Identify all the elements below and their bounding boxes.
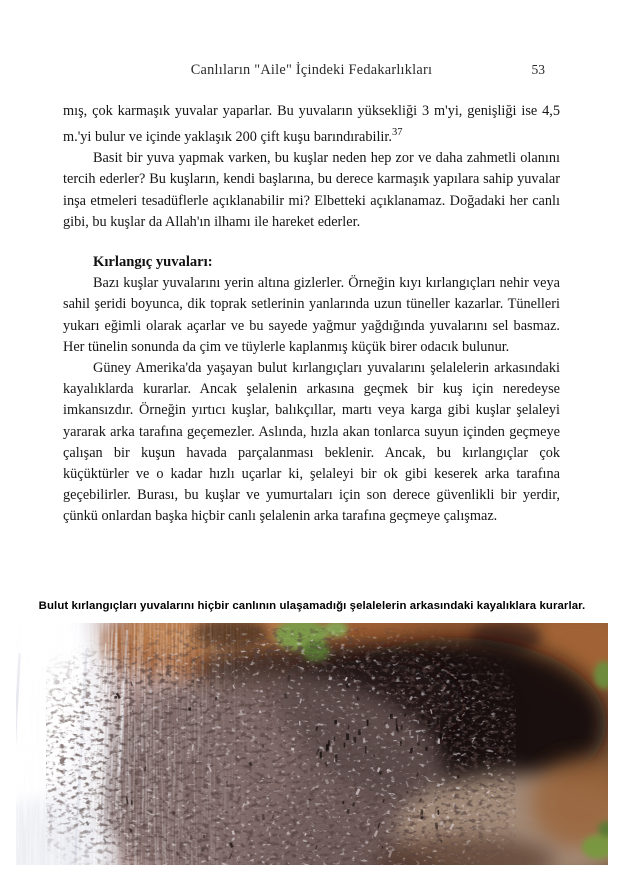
footnote-marker: 37: [391, 127, 403, 139]
paragraph-2: Basit bir yuva yapmak varken, bu kuşlar neden hep zor ve daha zahmetli olanını tercih ederler? Bu kuşların, kendi başlarına, bu derece karmaşık yapılara sahip yuvalar inşa etmeleri tesadüflerle açıklanabilir mi? Elbetteki açıklanamaz. Doğadaki her canlı gibi, bu kuşlar da Allah'ın ilhamı ile hareket ederler.: [63, 150, 560, 230]
figure-caption: Bulut kırlangıçları yuvalarını hiçbir canlının ulaşamadığı şelalelerin arkasındaki kayalıklara kurarlar.: [38, 600, 586, 612]
body-text: [63, 101, 560, 598]
paragraph-1-text: mış, çok karmaşık yuvalar yaparlar. Bu yuvaların yüksekliği 3 m'yi, genişliği ise 4,5 m.'yi bulur ve içinde yaklaşık 200 çift kuşu barındırabilir.: [63, 103, 560, 145]
waterfall-swallow-colony-photo: [16, 623, 608, 865]
section-heading: Kırlangıç yuvaları:: [93, 253, 213, 270]
paragraph-4: Güney Amerika'da yaşayan bulut kırlangıçları yuvalarını şelalelerin arkasındaki kayalıklarda kurarlar. Ancak şelalenin arkasına geçmek bir kuş için neredeyse imkansızdır. Örneğin yırtıcı kuşlar, balıkçıllar, martı veya karga gibi kuşlar şelaleyi yararak arka tarafına geçemezler. Aslında, hızla akan tonlarca suyun içinden geçmeye çalışan bir kuşun havada parçalanması beklenir. Ancak, bu kırlangıçlar çok küçüktürler ve o kadar hızlı uçarlar ki, şelaleyi bir ok gibi keserek arka tarafına geçebilirler. Burası, bu kuşlar ve yumurtaları için son derece güvenlikli bir yerdir, çünkü onlardan başka hiçbir canlı şelalenin arka tarafına geçmeye çalışmaz.: [63, 360, 560, 525]
photo-illustration: [16, 623, 608, 865]
colony-speckle-texture: [46, 628, 516, 865]
running-header-title: Canlıların "Aile" İçindeki Fedakarlıkları: [190, 62, 433, 78]
page-number: 53: [531, 62, 545, 77]
paragraph-3: Bazı kuşlar yuvalarını yerin altına gizlerler. Örneğin kıyı kırlangıçları nehir veya sahil şeridi boyunca, dik toprak setlerinin yanlarında uzun tüneller kazarlar. Tünelleri yukarı eğimli olarak açarlar ve bu sayede yağmur yağdığında yuvalarını sel basmaz. Her tünelin sonunda da çim ve tüylerle kaplanmış küçük birer odacık bulunur.: [63, 275, 560, 355]
paragraph-1: [63, 101, 560, 148]
